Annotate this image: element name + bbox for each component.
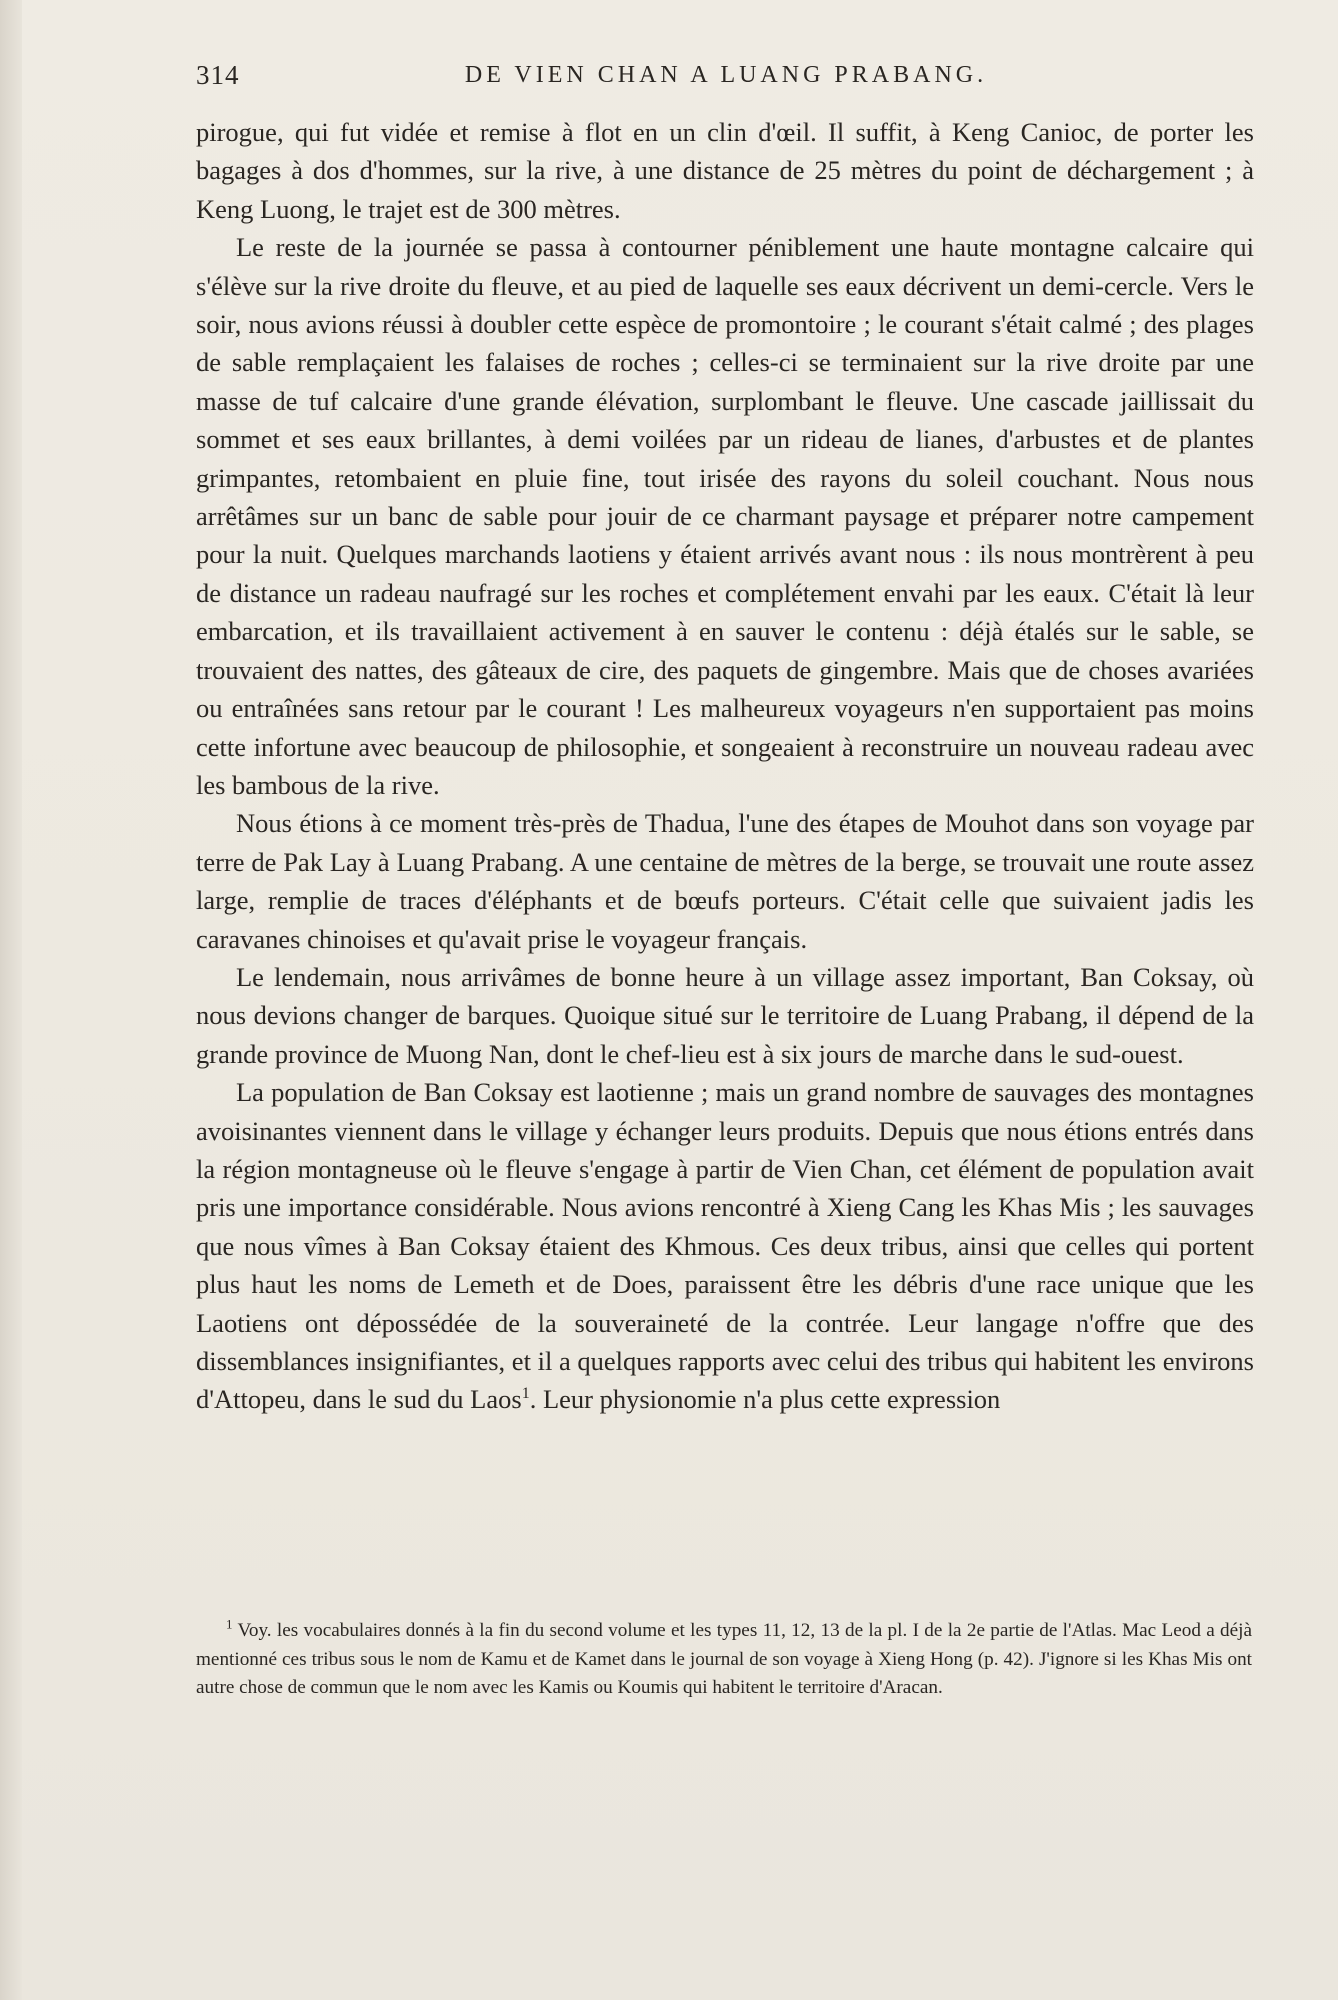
page-number: 314: [196, 60, 240, 90]
footnote-reference[interactable]: 1: [521, 1385, 530, 1403]
footnote-1: [196, 1617, 1252, 1703]
paragraph-5-text: La population de Ban Coksay est laotienne ; mais un grand nombre de sauvages des montagnes avoisinantes viennent dans le village y échanger leurs produits. Depuis que nous étions entrés dans la région montagneuse où le fleuve s'engage à partir de Vien Chan, cet élément de population avait pris une importance considérable. Nous avions rencontré à Xieng Cang les Khas Mis ; les sauvages que nous vîmes à Ban Coksay étaient des Khmous. Ces deux tribus, ainsi que celles qui portent plus haut les noms de Lemeth et de Does, paraissent être les débris d'une race unique que les Laotiens ont dépossédée de la souveraineté de la contrée. Leur langage n'offre que des dissemblances insignifiantes, et il a quelques rapports avec celui des tribus qui habitent les environs d'Attopeu, dans le sud du Laos: [196, 1077, 1254, 1415]
footnotes: [196, 1617, 1252, 1703]
footnote-marker: 1: [226, 1616, 233, 1632]
paragraph-2: Le reste de la journée se passa à contourner péniblement une haute montagne calcaire qui s'élève sur la rive droite du fleuve, et au pied de laquelle ses eaux décrivent un demi-cercle. Vers le soir, nous avions réussi à doubler cette espèce de promontoire ; le courant s'était calmé ; des plages de sable remplaçaient les falaises de roches ; celles-ci se terminaient sur la rive droite par une masse de tuf calcaire d'une grande élévation, surplombant le fleuve. Une cascade jaillissait du sommet et ses eaux brillantes, à demi voilées par un rideau de lianes, d'arbustes et de plantes grimpantes, retombaient en pluie fine, tout irisée des rayons du soleil couchant. Nous nous arrêtâmes sur un banc de sable pour jouir de ce charmant paysage et préparer notre campement pour la nuit. Quelques marchands laotiens y étaient arrivés avant nous : ils nous montrèrent à peu de distance un radeau naufragé sur les roches et complétement envahi par les eaux. C'était là leur embarcation, et ils travaillaient activement à en sauver le contenu : déjà étalés sur le sable, se trouvaient des nattes, des gâteaux de cire, des paquets de gingembre. Mais que de choses avariées ou entraînées sans retour par le courant ! Les malheureux voyageurs n'en supportaient pas moins cette infortune avec beaucoup de philosophie, et songeaient à reconstruire un nouveau radeau avec les bambous de la rive.: [196, 232, 1254, 800]
running-title: DE VIEN CHAN A LUANG PRABANG.: [464, 62, 988, 88]
page-header: [196, 60, 1256, 98]
paragraph-4: Le lendemain, nous arrivâmes de bonne heure à un village assez important, Ban Coksay, où nous devions changer de barques. Quoique situé sur le territoire de Luang Prabang, il dépend de la grande province de Muong Nan, dont le chef-lieu est à six jours de marche dans le sud-ouest.: [196, 961, 1254, 1069]
body-text: [196, 113, 1254, 1419]
paragraph-1: pirogue, qui fut vidée et remise à flot en un clin d'œil. Il suffit, à Keng Canioc, de porter les bagages à dos d'hommes, sur la rive, à une distance de 25 mètres du point de déchargement ; à Keng Luong, le trajet est de 300 mètres.: [196, 117, 1254, 224]
paragraph-5-text-after: . Leur physionomie n'a plus cette expression: [529, 1384, 1001, 1415]
paragraph-5: [196, 1073, 1254, 1419]
paragraph-3: Nous étions à ce moment très-près de Thadua, l'une des étapes de Mouhot dans son voyage par terre de Pak Lay à Luang Prabang. A une centaine de mètres de la berge, se trouvait une route assez large, remplie de traces d'éléphants et de bœufs porteurs. C'était celle que suivaient jadis les caravanes chinoises et qu'avait prise le voyageur français.: [196, 808, 1254, 954]
page-edge-shadow: [0, 0, 22, 2000]
footnote-text: Voy. les vocabulaires donnés à la fin du second volume et les types 11, 12, 13 de la pl. I de la 2e partie de l'Atlas. Mac Leod a déjà mentionné ces tribus sous le nom de Kamu et de Kamet dans le journal de son voyage à Xieng Hong (p. 42). J'ignore si les Khas Mis ont autre chose de commun que le nom avec les Kamis ou Koumis qui habitent le territoire d'Aracan.: [196, 1620, 1252, 1698]
